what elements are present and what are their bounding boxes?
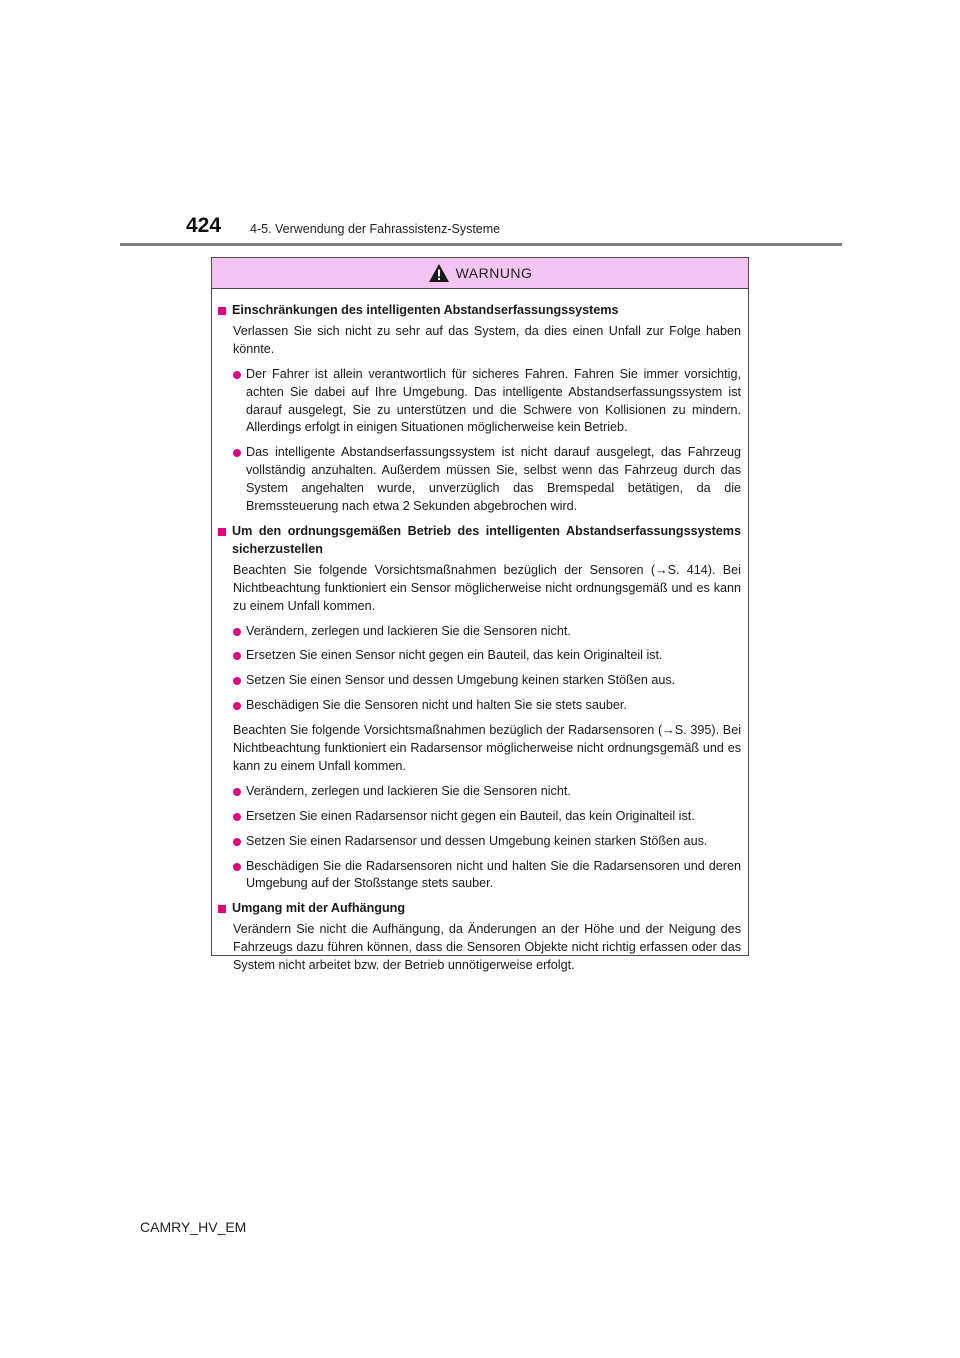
round-bullet-icon [233,863,241,871]
square-bullet-icon [218,307,226,315]
list-item: Ersetzen Sie einen Radarsensor nicht gegen ein Bauteil, das kein Originalteil ist. [233,808,741,826]
round-bullet-icon [233,838,241,846]
round-bullet-icon [233,371,241,379]
list-item: Verändern, zerlegen und lackieren Sie die Sensoren nicht. [233,623,741,641]
list-item: Beschädigen Sie die Sensoren nicht und halten Sie sie stets sauber. [233,697,741,715]
document-code: CAMRY_HV_EM [140,1219,247,1235]
section-heading: Einschränkungen des intelligenten Abstandserfassungssystems [232,303,619,317]
list-item: Der Fahrer ist allein verantwortlich für sicheres Fahren. Fahren Sie immer vorsichtig, achten Sie dabei auf Ihre Umgebung. Das intelligente Abstandserfassungssystem ist darauf ausgelegt, Sie zu unterstützen und die Schwere von Kollisionen zu mindern. Allerdings erfolgt in einigen Situationen möglicherweise kein Betrieb. [233,366,741,438]
warning-section-limitations [217,302,741,516]
square-bullet-icon [218,905,226,913]
round-bullet-icon [233,677,241,685]
warning-header [212,258,748,289]
list-item: Ersetzen Sie einen Sensor nicht gegen ein Bauteil, das kein Originalteil ist. [233,647,741,665]
round-bullet-icon [233,702,241,710]
section-heading: Um den ordnungsgemäßen Betrieb des intelligenten Abstandserfassungssystems sicherzustellen [232,523,741,556]
section-intro: Verlassen Sie sich nicht zu sehr auf das System, da dies einen Unfall zur Folge haben könnte. [233,323,741,356]
round-bullet-icon [233,788,241,796]
round-bullet-icon [233,652,241,660]
section-intro: Verändern Sie nicht die Aufhängung, da Änderungen an der Höhe und der Neigung des Fahrzeugs dazu führen können, dass die Sensoren Objekte nicht richtig erfassen oder das System nicht arbeitet bzw. der Betrieb unnötigerweise erfolgt. [233,922,741,973]
round-bullet-icon [233,449,241,457]
round-bullet-icon [233,813,241,821]
list-item: Setzen Sie einen Radarsensor und dessen Umgebung keinen starken Stößen aus. [233,833,741,851]
warning-body [212,289,748,975]
list-item: Das intelligente Abstandserfassungssystem ist nicht darauf ausgelegt, das Fahrzeug vollständig anzuhalten. Außerdem müssen Sie, selbst wenn das Fahrzeug durch das System angehalten wurde, unverzüglich das Bremspedal betätigen, da die Bremssteuerung nach etwa 2 Sekunden abgebrochen wird. [233,444,741,516]
warning-section-suspension [217,900,741,975]
list-item: Beschädigen Sie die Radarsensoren nicht und halten Sie die Radarsensoren und deren Umgebung auf der Stoßstange stets sauber. [233,858,741,894]
round-bullet-icon [233,628,241,636]
warning-triangle-icon [428,263,450,283]
section-heading: Umgang mit der Aufhängung [232,901,406,916]
page-number: 424 [186,214,222,237]
warning-title: WARNUNG [455,265,533,281]
section-title: 4-5. Verwendung der Fahrassistenz-Systeme [250,222,501,236]
list-item: Verändern, zerlegen und lackieren Sie die Sensoren nicht. [233,783,741,801]
square-bullet-icon [218,528,226,536]
section-intro: Beachten Sie folgende Vorsichtsmaßnahmen bezüglich der Radarsensoren (→S. 395). Bei Nichtbeachtung funktioniert ein Radarsensor möglicherweise nicht ordnungsgemäß und es kann zu einem Unfall kommen. [233,723,741,773]
warning-section-proper-operation [217,523,741,893]
warning-box [211,257,749,973]
list-item: Setzen Sie einen Sensor und dessen Umgebung keinen starken Stößen aus. [233,672,741,690]
header-divider [120,243,842,246]
section-intro: Beachten Sie folgende Vorsichtsmaßnahmen bezüglich der Sensoren (→S. 414). Bei Nichtbeachtung funktioniert ein Sensor möglicherweise nicht ordnungsgemäß und es kann zu einem Unfall kommen. [233,562,741,613]
